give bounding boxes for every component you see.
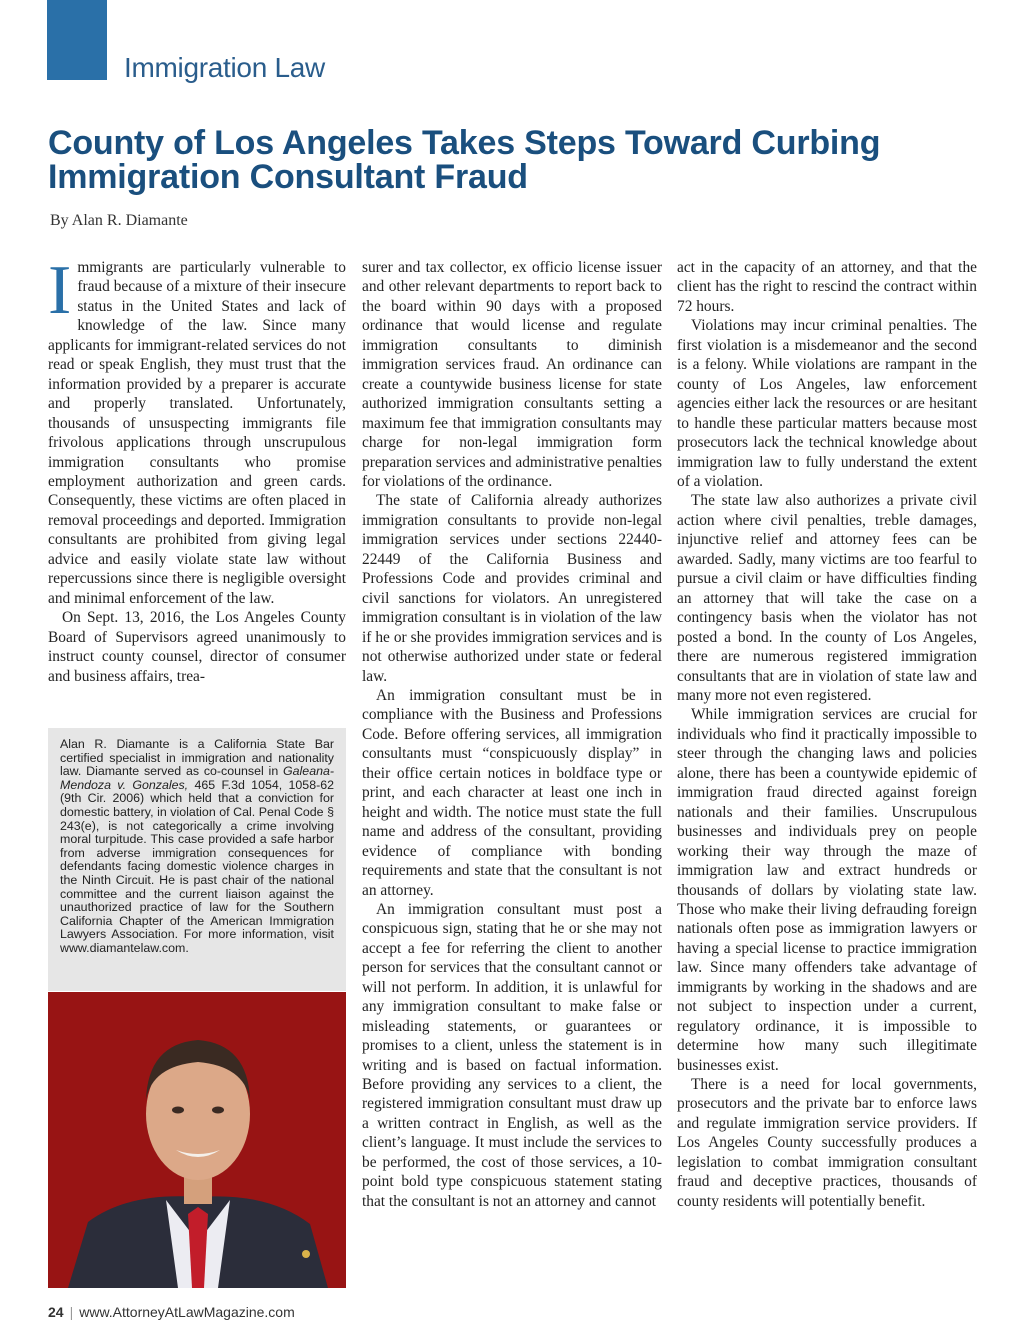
footer-separator: | bbox=[69, 1304, 74, 1320]
article-column-2 bbox=[362, 258, 662, 1211]
paragraph bbox=[48, 252, 346, 608]
paragraph: On Sept. 13, 2016, the Los Angeles County Board of Supervisors agreed unanimously to instruct county counsel, director of consumer and business affairs, trea- bbox=[48, 609, 346, 685]
author-portrait-image bbox=[48, 992, 346, 1288]
paragraph: The state law also authorizes a private civil action where civil penalties, treble damages, injunctive relief and attorney fees can be awarded. Sadly, many victims are too fearful to pursue a civil claim or have difficulties finding an attorney that will take the case on a contingency basis when the violator has not posted a bond. In the county of Los Angeles, there are numerous registered immigration consultants that are in violation of state law and many more not even registered. bbox=[677, 492, 977, 704]
paragraph: act in the capacity of an attorney, and that the client has the right to rescind the contract within 72 hours. bbox=[677, 259, 977, 315]
paragraph-text: mmigrants are particularly vulnerable to fraud because of a mixture of their insecure status in the United States and lack of knowledge of the law. Since many applicants for immigrant-related services do not read or speak English, they must trust that the information provided by a preparer is accurate and properly translated. Unfortunately, thousands of unsuspecting immigrants file frivolous applications through unscrupulous immigration consultants who promise employment authorization and green cards. Consequently, these victims are often placed in removal proceedings and deported. Immigration consultants are prohibited from giving legal advice and easily violate state law without repercussions since there is negligible oversight and minimal enforcement of the law. bbox=[48, 259, 346, 607]
page-footer bbox=[48, 1304, 295, 1320]
paragraph: While immigration services are crucial for individuals who find it practically impossible to steer through the changing laws and policies alone, there has been a countywide epidemic of immigration fraud directed against foreign nationals and their families. Unscrupulous businesses and individuals prey on people working their way through the maze of immigration law and extract hundreds or thousands of dollars by violating state law. Those who make their living defrauding foreign nationals often pose as immigration lawyers or having a special license to practice immigration law. Since many offenders take advantage of immigrants by working in the shadows and are not subject to inspection under a current, regulatory ordinance, it is impossible to determine how many such illegitimate businesses exist. bbox=[677, 706, 977, 1074]
author-bio-text: Alan R. Diamante is a California State Bar certified specialist in immigration and nationality law. Diamante served as co-counsel in Galeana-Mendoza v. Gonzales, 465 F.3d 1054, 1058-62 (9th Cir. 2006) which held that a conviction for domestic battery, in violation of Cal. Penal Code § 243(e), is not categorically a crime involving moral turpitude. This case provided a safe harbor from adverse immigration consequences for defendants facing domestic violence charges in the Ninth Circuit. He is past chair of the national committee and the current liaison against the unauthorized practice of law for the Southern California Chapter of the American Immigration Lawyers Association. For more information, visit www.diamantelaw.com. bbox=[60, 737, 334, 955]
paragraph: Violations may incur criminal penalties. The first violation is a misdemeanor and the second is a felony. While violations are rampant in the county of Los Angeles, law enforcement agencies either lack the resources or are hesitant to handle these particular matters because most prosecutors lack the technical knowledge about immigration law to fully understand the extent of a violation. bbox=[677, 317, 977, 490]
paragraph: The state of California already authorizes immigration consultants to provide non-legal immigration services under sections 22440-22449 of the California Business and Professions Code and provides criminal and civil sanctions for violators. An unregistered immigration consultant is in violation of the law if he or she provides immigration services and is not otherwise authorized under state or federal law. bbox=[362, 492, 662, 685]
article-byline: By Alan R. Diamante bbox=[50, 212, 188, 229]
article-column-1 bbox=[48, 252, 346, 686]
article-column-3 bbox=[677, 258, 977, 1211]
page-number: 24 bbox=[48, 1304, 64, 1320]
paragraph: surer and tax collector, ex officio license issuer and other relevant departments to report back to the board within 90 days with a proposed ordinance that would license and regulate immigration consultants to diminish immigration services fraud. An ordinance can create a countywide business license for state authorized immigration consultants setting a maximum fee that immigration consultants may charge for non-legal immigration form preparation services and administrative penalties for violations of the ordinance. bbox=[362, 259, 663, 490]
paragraph: There is a need for local governments, prosecutors and the private bar to enforce laws and regulate immigration service providers. If Los Angeles County successfully produces a legislation to combat immigration consultant fraud and deceptive practices, thousands of county residents will potentially benefit. bbox=[677, 1076, 977, 1210]
paragraph: An immigration consultant must be in compliance with the Business and Professions Code. Before offering services, all immigration consultants must “conspicuously display” in their office certain notices in boldface type or print, and each character at least one inch in height and width. The notice must state the full name and address of the consultant, providing evidence of compliance with bonding requirements and state that the consultant is not an attorney. bbox=[362, 686, 662, 899]
section-color-tab bbox=[47, 0, 107, 80]
paragraph: An immigration consultant must post a conspicuous sign, stating that he or she may not accept a fee for referring the client to another person for services that the consultant cannot or will not perform. In addition, it is unlawful for any immigration consultant to make false or misleading statements, or guarantees or promises to a client, unless the statement is in writing and is based on factual information. Before providing any services to a client, the registered immigration consultant must draw up a written contract in English, as well as the client’s language. It must include the services to be performed, the cost of those services, a 10-point bold type conspicuous statement stating that the consultant is not an attorney and cannot bbox=[362, 900, 662, 1210]
author-bio-box bbox=[48, 728, 346, 991]
case-citation: Galeana-Mendoza v. Gonzales, bbox=[60, 764, 334, 792]
magazine-website-link[interactable]: www.AttorneyAtLawMagazine.com bbox=[79, 1304, 295, 1320]
author-photo bbox=[48, 992, 346, 1288]
article-headline: County of Los Angeles Takes Steps Toward Curbing Immigration Consultant Fraud bbox=[48, 124, 881, 196]
drop-cap: I bbox=[48, 252, 72, 329]
section-label: Immigration Law bbox=[124, 52, 325, 83]
